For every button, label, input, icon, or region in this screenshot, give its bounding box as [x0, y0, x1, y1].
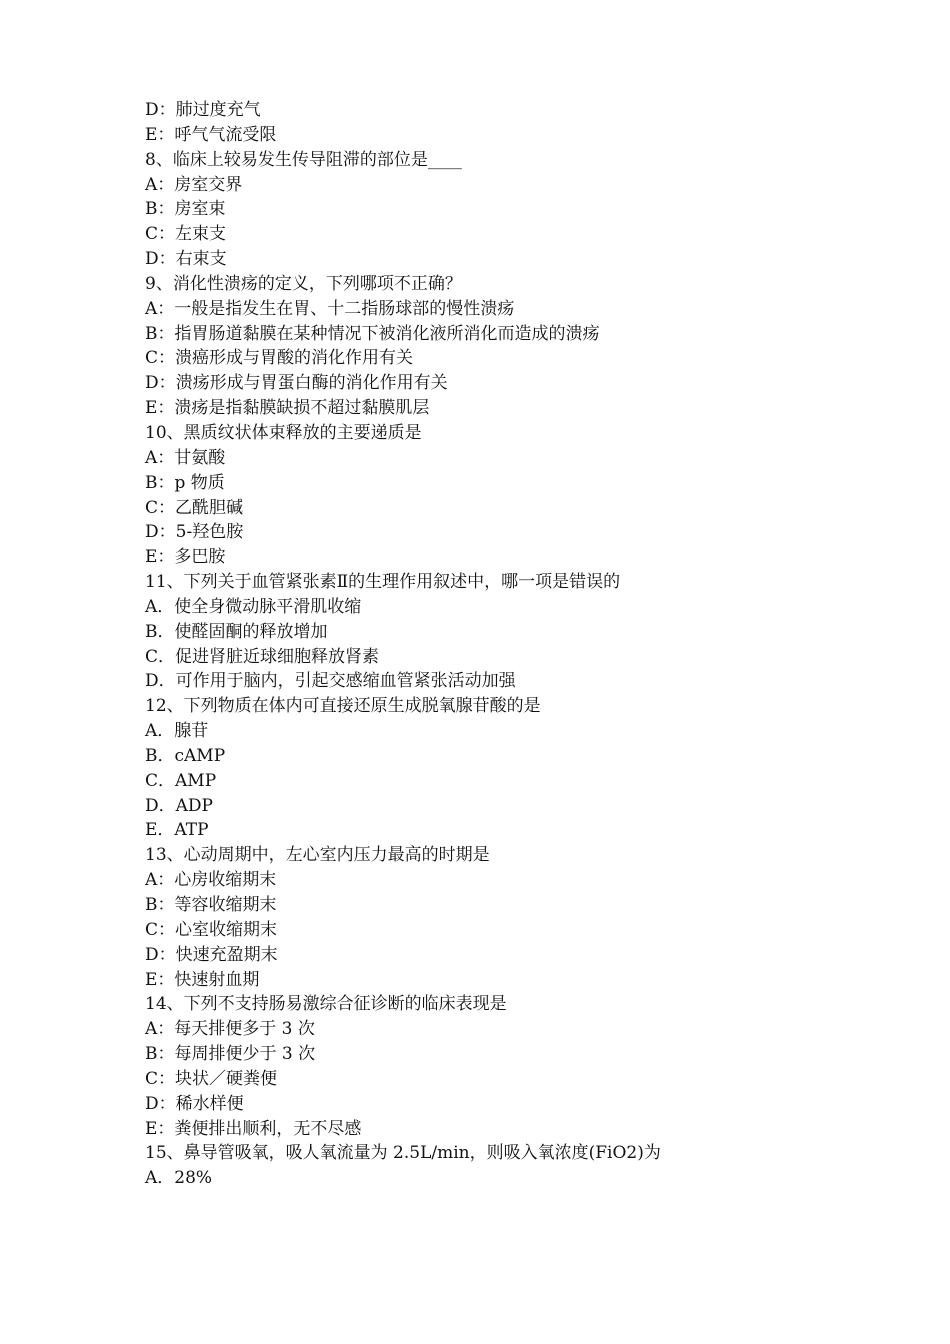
option-line: C：左束支	[145, 224, 227, 245]
option-line: C．AMP	[145, 770, 217, 791]
option-line: E：溃疡是指黏膜缺损不超过黏膜肌层	[145, 398, 430, 419]
option-line: A：房室交界	[145, 174, 243, 195]
option-line: B：p 物质	[145, 472, 225, 493]
option-line: E：呼气气流受限	[145, 124, 277, 145]
option-line: B：等容收缩期末	[145, 895, 277, 915]
option-line: B：每周排便少于 3 次	[145, 1044, 316, 1065]
option-line: D：稀水样便	[145, 1093, 244, 1114]
option-line: C：块状／硬粪便	[145, 1068, 278, 1089]
option-line: D：5-羟色胺	[145, 522, 244, 543]
option-line: C：心室收缩期末	[145, 919, 278, 940]
option-line: A：心房收缩期末	[145, 870, 277, 891]
option-line: D．可作用于脑内，引起交感缩血管紧张活动加强	[145, 671, 516, 692]
option-line: D：右束支	[145, 249, 227, 270]
question-line: 12、下列物质在体内可直接还原生成脱氧腺苷酸的是	[145, 696, 541, 717]
option-line: D．ADP	[145, 795, 213, 816]
question-line: 10、黑质纹状体束释放的主要递质是	[145, 422, 422, 443]
option-line: C：乙酰胆碱	[145, 497, 244, 518]
option-line: A．腺苷	[145, 721, 209, 742]
document-body	[145, 98, 845, 1191]
option-line: A：一般是指发生在胃、十二指肠球部的慢性溃疡	[145, 298, 515, 319]
option-line: B：指胃肠道黏膜在某种情况下被消化液所消化而造成的溃疡	[145, 323, 600, 344]
option-line: A：每天排便多于 3 次	[145, 1019, 315, 1040]
option-line: D：快速充盈期末	[145, 944, 278, 965]
question-line: 13、心动周期中，左心室内压力最高的时期是	[145, 845, 490, 866]
option-line: B．cAMP	[145, 745, 226, 766]
option-line: C．促进肾脏近球细胞释放肾素	[145, 646, 380, 667]
option-line: A：甘氨酸	[145, 447, 226, 468]
question-line: 9、消化性溃疡的定义，下列哪项不正确？	[145, 273, 462, 294]
option-line: B．使醛固酮的释放增加	[145, 621, 328, 642]
option-line: B：房室束	[145, 199, 226, 220]
question-line: 14、下列不支持肠易激综合征诊断的临床表现是	[145, 994, 507, 1015]
option-line: D：肺过度充气	[145, 100, 261, 120]
question-line: 8、临床上较易发生传导阻滞的部位是____	[145, 149, 462, 170]
option-line: C：溃癌形成与胃酸的消化作用有关	[145, 348, 414, 369]
option-line: E：多巴胺	[145, 547, 226, 568]
option-line: A．使全身微动脉平滑肌收缩	[145, 596, 362, 617]
option-line: D：溃疡形成与胃蛋白酶的消化作用有关	[145, 373, 448, 394]
option-line: A．28%	[145, 1168, 213, 1189]
question-line: 15、鼻导管吸氧，吸人氧流量为 2.5L/min，则吸入氧浓度(FiO2)为	[145, 1143, 661, 1164]
question-line: 11、下列关于血管紧张素Ⅱ的生理作用叙述中，哪一项是错误的	[145, 572, 621, 593]
option-line: E：粪便排出顺利，无不尽感	[145, 1118, 362, 1139]
option-line: E：快速射血期	[145, 969, 260, 990]
option-line: E．ATP	[145, 820, 209, 841]
